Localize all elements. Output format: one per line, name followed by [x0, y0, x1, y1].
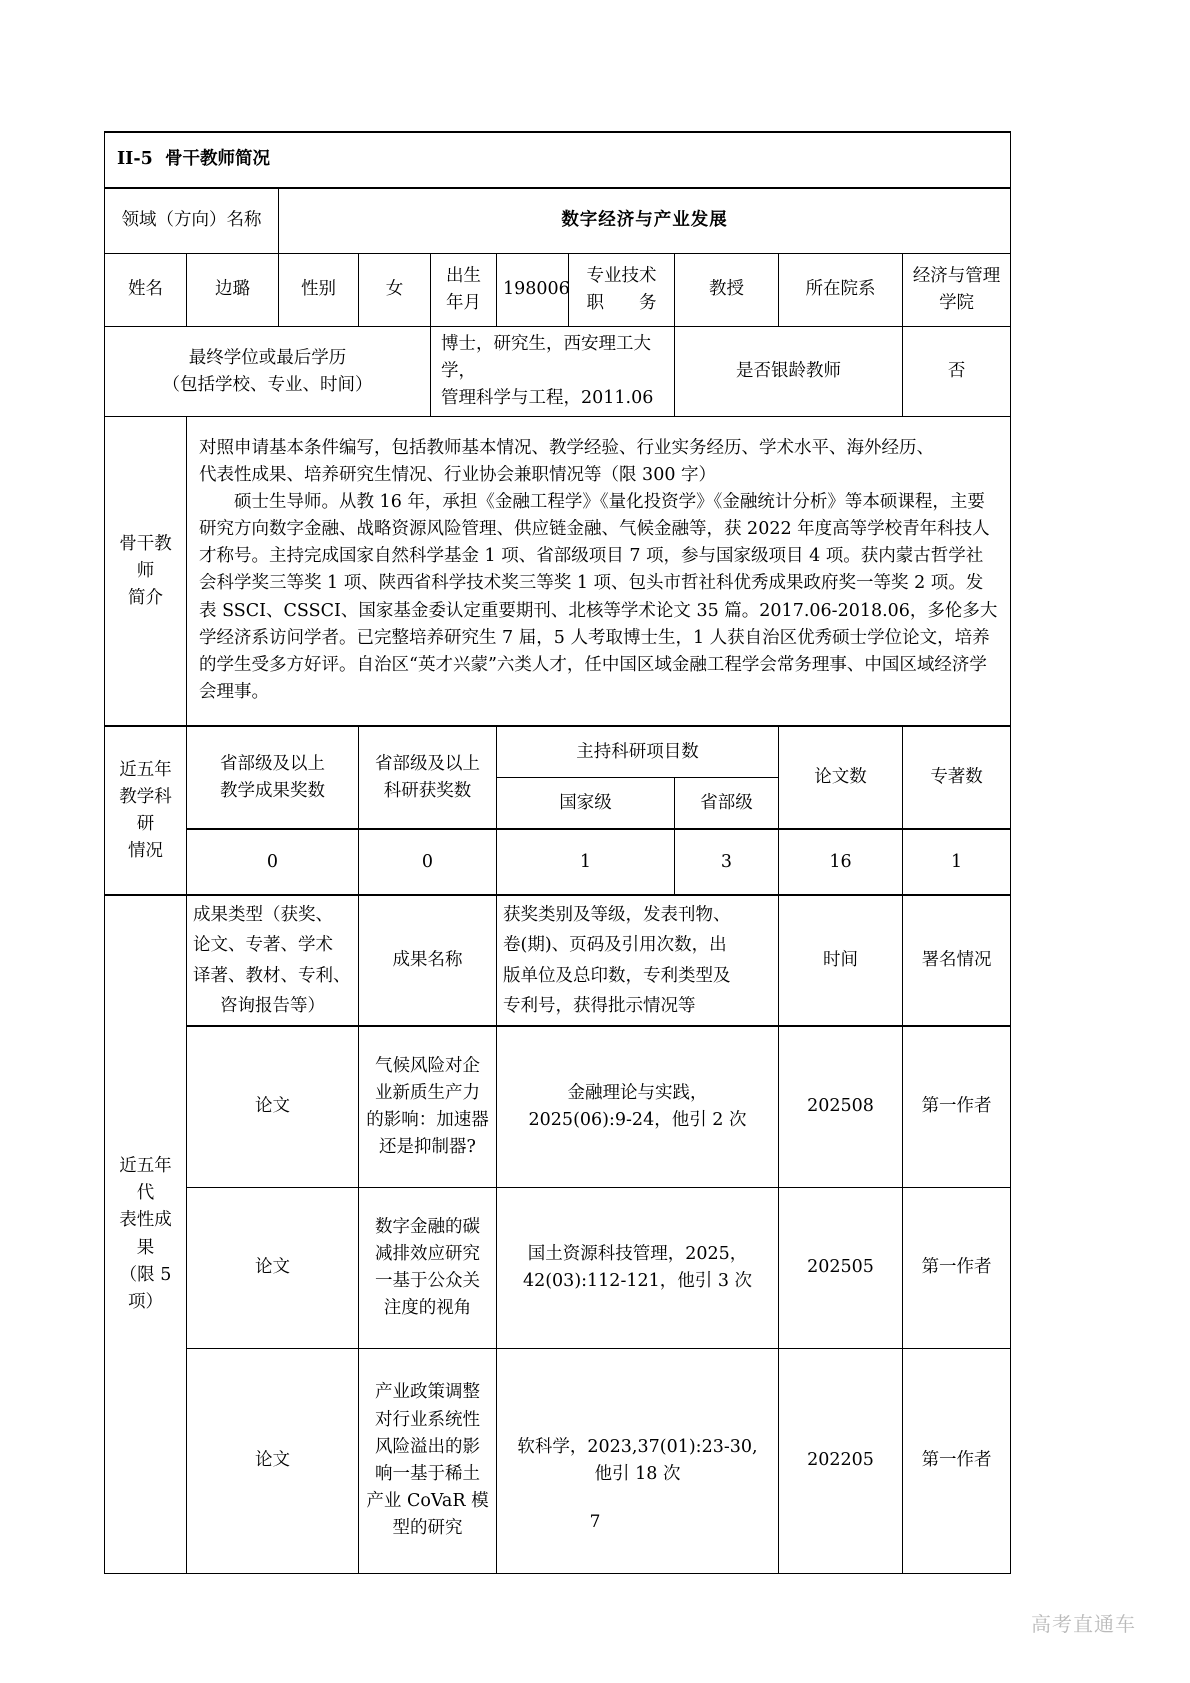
achievement-name-line3: 的影响：加速器: [366, 1109, 489, 1130]
achievement-name-line2: 减排效应研究: [375, 1243, 480, 1264]
stats-header-papers: 论文数: [779, 726, 903, 829]
name-value: 边璐: [187, 254, 279, 327]
achievement-name: [359, 1348, 497, 1573]
achievements-row-label: [105, 895, 187, 1573]
stats-row-label-line2: 教学科研: [119, 786, 172, 834]
job-title-label-line2: 职 务: [586, 293, 657, 313]
page-number: 7: [589, 1512, 601, 1532]
achievement-row: [105, 1187, 1011, 1348]
achievements-row-label-line3: （限 5 项）: [119, 1264, 172, 1312]
field-value: 数字经济与产业发展: [279, 188, 1011, 254]
birth-label-line1: 出生: [446, 265, 481, 286]
field-label: 领域（方向）名称: [105, 188, 279, 254]
education-value-line1: 博士，研究生，西安理工大学，: [441, 334, 651, 382]
achievement-time: 202205: [779, 1348, 903, 1573]
section-number: II-5: [117, 149, 153, 170]
job-title-value: 教授: [675, 254, 779, 327]
achievement-name-line4: 注度的视角: [383, 1297, 472, 1318]
senior-teacher-value: 否: [903, 327, 1011, 417]
achievement-time: 202508: [779, 1026, 903, 1188]
stats-header-teaching-award-line2: 教学成果奖数: [220, 780, 325, 801]
department-value-line1: 经济与管理: [912, 265, 1001, 286]
achievement-name-line4: 还是抑制器?: [379, 1136, 476, 1157]
stats-value-monographs: 1: [903, 829, 1011, 895]
achievement-detail: [497, 1026, 779, 1188]
stats-header-projects-group: 主持科研项目数: [497, 726, 779, 778]
stats-row-label-line3: 情况: [128, 841, 163, 861]
stats-header-teaching-award: [187, 726, 359, 829]
senior-teacher-label: 是否银龄教师: [675, 327, 903, 417]
bio-row-label-line1: 骨干教师: [119, 533, 172, 581]
education-label-line1: 最终学位或最后学历: [188, 347, 347, 368]
bio-body: 硕士生导师。从教 16 年，承担《金融工程学》《量化投资学》《金融统计分析》等本硕课程，主要研究方向数字金融、战略资源风险管理、供应链金融、气候金融等，获 2022 年度高等学校青年科技人才称号。主持完成国家自然科学基金 1 项、省部级项目 7 项，参与国家级项目 4 项。获内蒙古哲学社会科学奖三等奖 1 项、陕西省科学技术奖三等奖 1 项、包头市哲社科优秀成果政府奖一等奖 2 项。发表 SSCI、CSSCI、国家基金委认定重要期刊、北核等学术论文 35 篇。2017.06-2018.06，多伦多大学经济系访问学者。已完整培养研究生 7 届，5 人考取博士生，1 人获自治区优秀硕士学位论文，培养的学生受多方好评。自治区“英才兴蒙”六类人才，任中国区域金融工程学会常务理事、中国区域经济学会理事。: [199, 492, 998, 702]
achievement-name: [359, 1026, 497, 1188]
achievements-header-detail-line2: 卷(期)、页码及引用次数，出: [503, 935, 727, 956]
achievement-row: [105, 1348, 1011, 1573]
education-row: [105, 327, 1011, 417]
stats-value-projects-national: 1: [497, 829, 675, 895]
stats-header-research-award-line2: 科研获奖数: [383, 780, 472, 801]
stats-header-monographs: 专著数: [903, 726, 1011, 829]
section-title-text: 骨干教师简况: [165, 149, 270, 170]
achievement-signature: 第一作者: [903, 1348, 1011, 1573]
birth-label: [431, 254, 497, 327]
stats-header-row: [105, 726, 1011, 778]
stats-value-research-award: 0: [359, 829, 497, 895]
bio-instruction-line1: 对照申请基本条件编写，包括教师基本情况、教学经验、行业实务经历、学术水平、海外经历、: [199, 437, 934, 458]
achievement-name-line6: 型的研究: [392, 1518, 463, 1538]
education-label: [105, 327, 431, 417]
education-label-line2: （包括学校、专业、时间）: [162, 374, 373, 395]
department-label: 所在院系: [779, 254, 903, 327]
achievement-detail: [497, 1348, 779, 1573]
achievements-header-type-line2: 论文、专著、学术: [193, 935, 333, 956]
stats-header-teaching-award-line1: 省部级及以上: [220, 753, 325, 774]
stats-value-teaching-award: 0: [187, 829, 359, 895]
achievement-name-line1: 产业政策调整: [375, 1382, 480, 1403]
achievements-header-time: 时间: [779, 895, 903, 1025]
achievement-name-line5: 产业 CoVaR 模: [366, 1490, 489, 1511]
gender-value: 女: [359, 254, 431, 327]
achievements-header-type-line3: 译著、教材、专利、: [193, 965, 351, 986]
birth-label-line2: 年月: [446, 293, 481, 313]
name-label: 姓名: [105, 254, 187, 327]
stats-value-papers: 16: [779, 829, 903, 895]
achievement-time: 202505: [779, 1187, 903, 1348]
stats-values-row: [105, 829, 1011, 895]
achievements-row-label-line1: 近五年代: [119, 1156, 172, 1204]
achievements-header-row: [105, 895, 1011, 1025]
achievement-name-line2: 对行业系统性: [375, 1409, 480, 1430]
education-value-line2: 管理科学与工程，2011.06: [441, 388, 654, 409]
achievements-row-label-line2: 表性成果: [119, 1210, 172, 1258]
stats-header-projects-national: 国家级: [497, 778, 675, 830]
achievement-detail: [497, 1187, 779, 1348]
department-value-line2: 学院: [939, 293, 975, 313]
stats-row-label: [105, 726, 187, 895]
achievement-name-line3: 一基于公众关: [375, 1270, 480, 1291]
achievement-name-line3: 风险溢出的影: [375, 1436, 480, 1457]
achievement-name-line2: 业新质生产力: [375, 1082, 480, 1103]
achievement-signature: 第一作者: [903, 1026, 1011, 1188]
watermark: 高考直通车: [1031, 1612, 1136, 1636]
achievement-detail-line1: 金融理论与实践，: [567, 1082, 708, 1103]
department-value: [903, 254, 1011, 327]
section-title-row: [105, 132, 1011, 188]
stats-row-label-line1: 近五年: [119, 759, 172, 780]
stats-header-projects-provincial: 省部级: [675, 778, 779, 830]
achievement-name-line1: 数字金融的碳: [375, 1216, 480, 1237]
achievement-detail-line2: 42(03):112-121，他引 3 次: [522, 1270, 753, 1291]
bio-row-label-line2: 简介: [128, 587, 163, 608]
achievements-header-detail-line3: 版单位及总印数，专利类型及: [503, 965, 731, 986]
birth-value: 198006: [497, 254, 569, 327]
achievement-signature: 第一作者: [903, 1187, 1011, 1348]
stats-value-projects-provincial: 3: [675, 829, 779, 895]
stats-header-research-award: [359, 726, 497, 829]
achievement-detail-line2: 2025(06):9-24，他引 2 次: [528, 1109, 747, 1130]
job-title-label: [569, 254, 675, 327]
gender-label: 性别: [279, 254, 359, 327]
achievements-header-signature: 署名情况: [903, 895, 1011, 1025]
achievement-detail-line1: 国土资源科技管理，2025，: [527, 1243, 748, 1264]
bio-row: [105, 417, 1011, 727]
achievements-header-type: [187, 895, 359, 1025]
field-row: [105, 188, 1011, 254]
bio-instruction-line2: 代表性成果、培养研究生情况、行业协会兼职情况等（限 300 字）: [199, 464, 717, 485]
job-title-label-line1: 专业技术: [586, 265, 657, 286]
bio-content: [187, 417, 1011, 727]
achievements-header-name: 成果名称: [359, 895, 497, 1025]
education-value: [431, 327, 675, 417]
achievements-header-detail-line1: 获奖类别及等级，发表刊物、: [503, 905, 731, 926]
achievements-header-detail-line4: 专利号，获得批示情况等: [503, 995, 696, 1016]
stats-header-research-award-line1: 省部级及以上: [375, 753, 480, 774]
achievement-row: [105, 1026, 1011, 1188]
achievement-type: 论文: [187, 1187, 359, 1348]
faculty-profile-table: [104, 131, 1011, 1574]
achievements-header-type-line1: 成果类型（获奖、: [193, 905, 333, 926]
bio-row-label: [105, 417, 187, 727]
achievements-header-detail: [497, 895, 779, 1025]
section-title: [105, 132, 1011, 188]
achievement-detail-line2: 他引 18 次: [594, 1463, 681, 1484]
achievement-type: 论文: [187, 1026, 359, 1188]
achievement-type: 论文: [187, 1348, 359, 1573]
achievement-name-line4: 响一基于稀土: [375, 1463, 480, 1484]
achievement-name-line1: 气候风险对企: [375, 1055, 480, 1076]
achievements-header-type-line4: 咨询报告等）: [220, 995, 325, 1016]
person-info-row: [105, 254, 1011, 327]
achievement-name: [359, 1187, 497, 1348]
achievement-detail-line1: 软科学，2023,37(01):23-30,: [517, 1436, 758, 1457]
